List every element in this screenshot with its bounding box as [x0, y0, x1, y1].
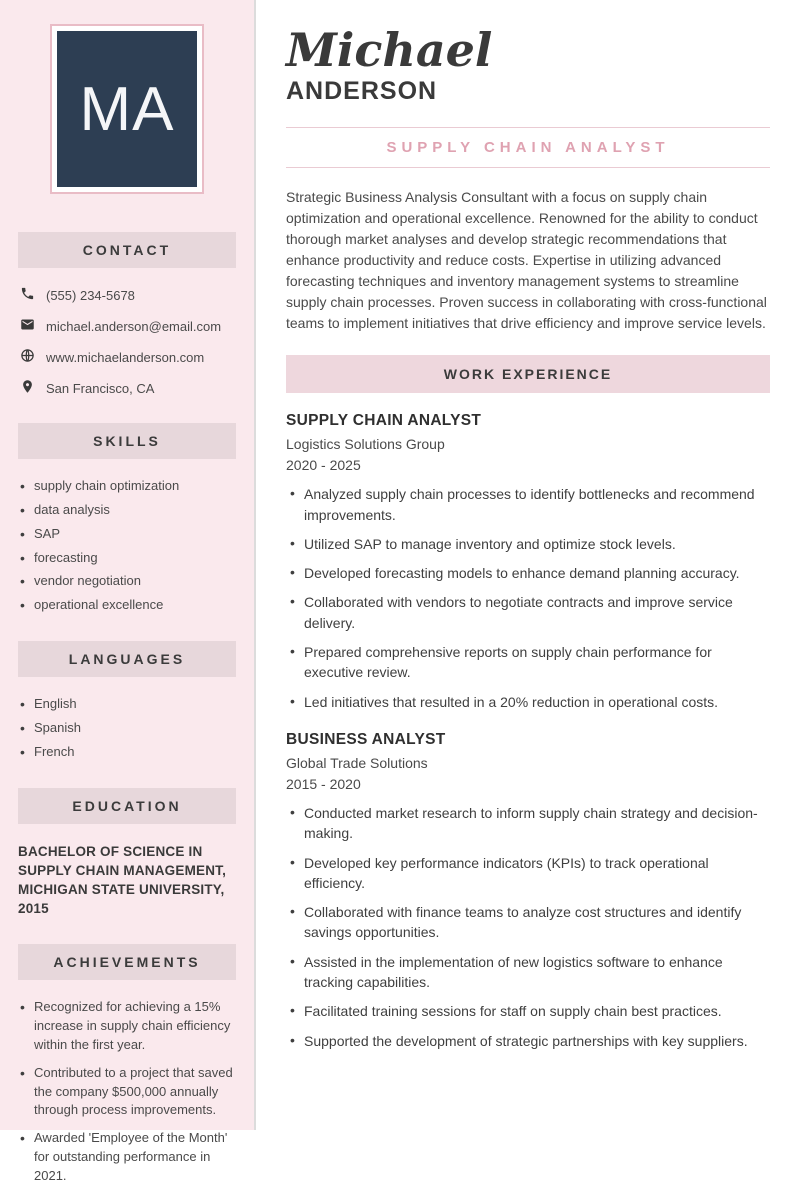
skill-item: • operational excellence	[18, 596, 236, 615]
role-title-band	[286, 127, 770, 168]
achievements-section	[18, 944, 236, 1186]
job-entry	[286, 412, 770, 712]
contact-email-value: michael.anderson@email.com	[46, 318, 222, 334]
achievements-list	[18, 998, 236, 1186]
work-experience-banner: WORK EXPERIENCE	[286, 355, 770, 393]
avatar-initials: MA	[57, 31, 197, 187]
contact-item-phone	[18, 286, 236, 304]
language-item: • English	[18, 695, 236, 714]
job-bullet: • Collaborated with vendors to negotiate contracts and improve service delivery.	[286, 592, 770, 633]
job-bullet-list	[286, 803, 770, 1051]
contact-section-title: CONTACT	[18, 232, 236, 268]
education-section	[18, 788, 236, 919]
avatar	[50, 24, 204, 194]
achievement-item: • Contributed to a project that saved the company $500,000 annually through process improvements.	[18, 1064, 236, 1121]
skill-item: • forecasting	[18, 549, 236, 568]
first-name: Michael	[286, 23, 493, 77]
achievement-item: • Awarded 'Employee of the Month' for outstanding performance in 2021.	[18, 1129, 236, 1186]
language-item: • French	[18, 743, 236, 762]
name-header	[286, 23, 770, 106]
job-entry	[286, 731, 770, 1051]
contact-website-value: www.michaelanderson.com	[46, 349, 205, 365]
skill-item: • SAP	[18, 525, 236, 544]
job-company: Global Trade Solutions	[286, 754, 428, 771]
contact-location-value: San Francisco, CA	[46, 380, 155, 396]
location-icon	[20, 379, 35, 397]
skills-section	[18, 423, 236, 615]
languages-list	[18, 695, 236, 762]
job-bullet: • Supported the development of strategic partnerships with key suppliers.	[286, 1031, 770, 1051]
last-name: ANDERSON	[286, 77, 438, 106]
education-degree: BACHELOR OF SCIENCE IN SUPPLY CHAIN MANAGEMENT, MICHIGAN STATE UNIVERSITY, 2015	[18, 843, 227, 917]
job-dates: 2020 - 2025	[286, 457, 361, 474]
job-bullet: • Facilitated training sessions for staff on supply chain best practices.	[286, 1001, 770, 1021]
contact-phone-value: (555) 234-5678	[46, 287, 135, 303]
skills-list	[18, 477, 236, 615]
job-title: SUPPLY CHAIN ANALYST	[286, 412, 482, 430]
contact-item-location	[18, 379, 236, 397]
skill-item: • data analysis	[18, 501, 236, 520]
job-bullet: • Developed forecasting models to enhance demand planning accuracy.	[286, 563, 770, 583]
job-title: BUSINESS ANALYST	[286, 730, 446, 748]
job-bullet-list	[286, 484, 770, 712]
job-bullet: • Developed key performance indicators (KPIs) to track operational efficiency.	[286, 853, 770, 894]
language-item: • Spanish	[18, 719, 236, 738]
globe-icon	[20, 348, 35, 366]
contact-section	[18, 232, 236, 397]
job-bullet: • Conducted market research to inform supply chain strategy and decision-making.	[286, 803, 770, 844]
main-content	[256, 0, 800, 1130]
contact-list	[18, 286, 236, 397]
skills-section-title: SKILLS	[18, 423, 236, 459]
professional-summary: Strategic Business Analysis Consultant with a focus on supply chain optimization and operational excellence. Renowned for the ability to conduct thorough market analyses and develop strategic recommendations that enhance productivity and reduce costs. Expertise in utilizing advanced forecasting techniques and inventory management systems to streamline supply chain processes. Proven success in collaborating with cross-functional teams to implement initiatives that drive efficiency and improve service levels.	[286, 189, 767, 332]
mail-icon	[20, 317, 35, 335]
sidebar	[0, 0, 256, 1183]
skill-item: • supply chain optimization	[18, 477, 236, 496]
job-bullet: • Collaborated with finance teams to analyze cost structures and identify savings opportunities.	[286, 902, 770, 943]
job-bullet: • Utilized SAP to manage inventory and optimize stock levels.	[286, 534, 770, 554]
phone-icon	[20, 286, 35, 304]
job-bullet: • Assisted in the implementation of new logistics software to enhance tracking capabilities.	[286, 952, 770, 993]
contact-item-email	[18, 317, 236, 335]
languages-section-title: LANGUAGES	[18, 641, 236, 677]
languages-section	[18, 641, 236, 762]
job-bullet: • Led initiatives that resulted in a 20% reduction in operational costs.	[286, 692, 770, 712]
role-title: SUPPLY CHAIN ANALYST	[386, 139, 670, 157]
achievement-item: • Recognized for achieving a 15% increase in supply chain efficiency within the first year.	[18, 998, 236, 1055]
job-dates: 2015 - 2020	[286, 775, 361, 792]
job-bullet: • Analyzed supply chain processes to identify bottlenecks and recommend improvements.	[286, 484, 770, 525]
skill-item: • vendor negotiation	[18, 572, 236, 591]
job-company: Logistics Solutions Group	[286, 436, 445, 453]
contact-item-website	[18, 348, 236, 366]
job-bullet: • Prepared comprehensive reports on supply chain performance for executive review.	[286, 642, 770, 683]
education-section-title: EDUCATION	[18, 788, 236, 824]
achievements-section-title: ACHIEVEMENTS	[18, 944, 236, 980]
